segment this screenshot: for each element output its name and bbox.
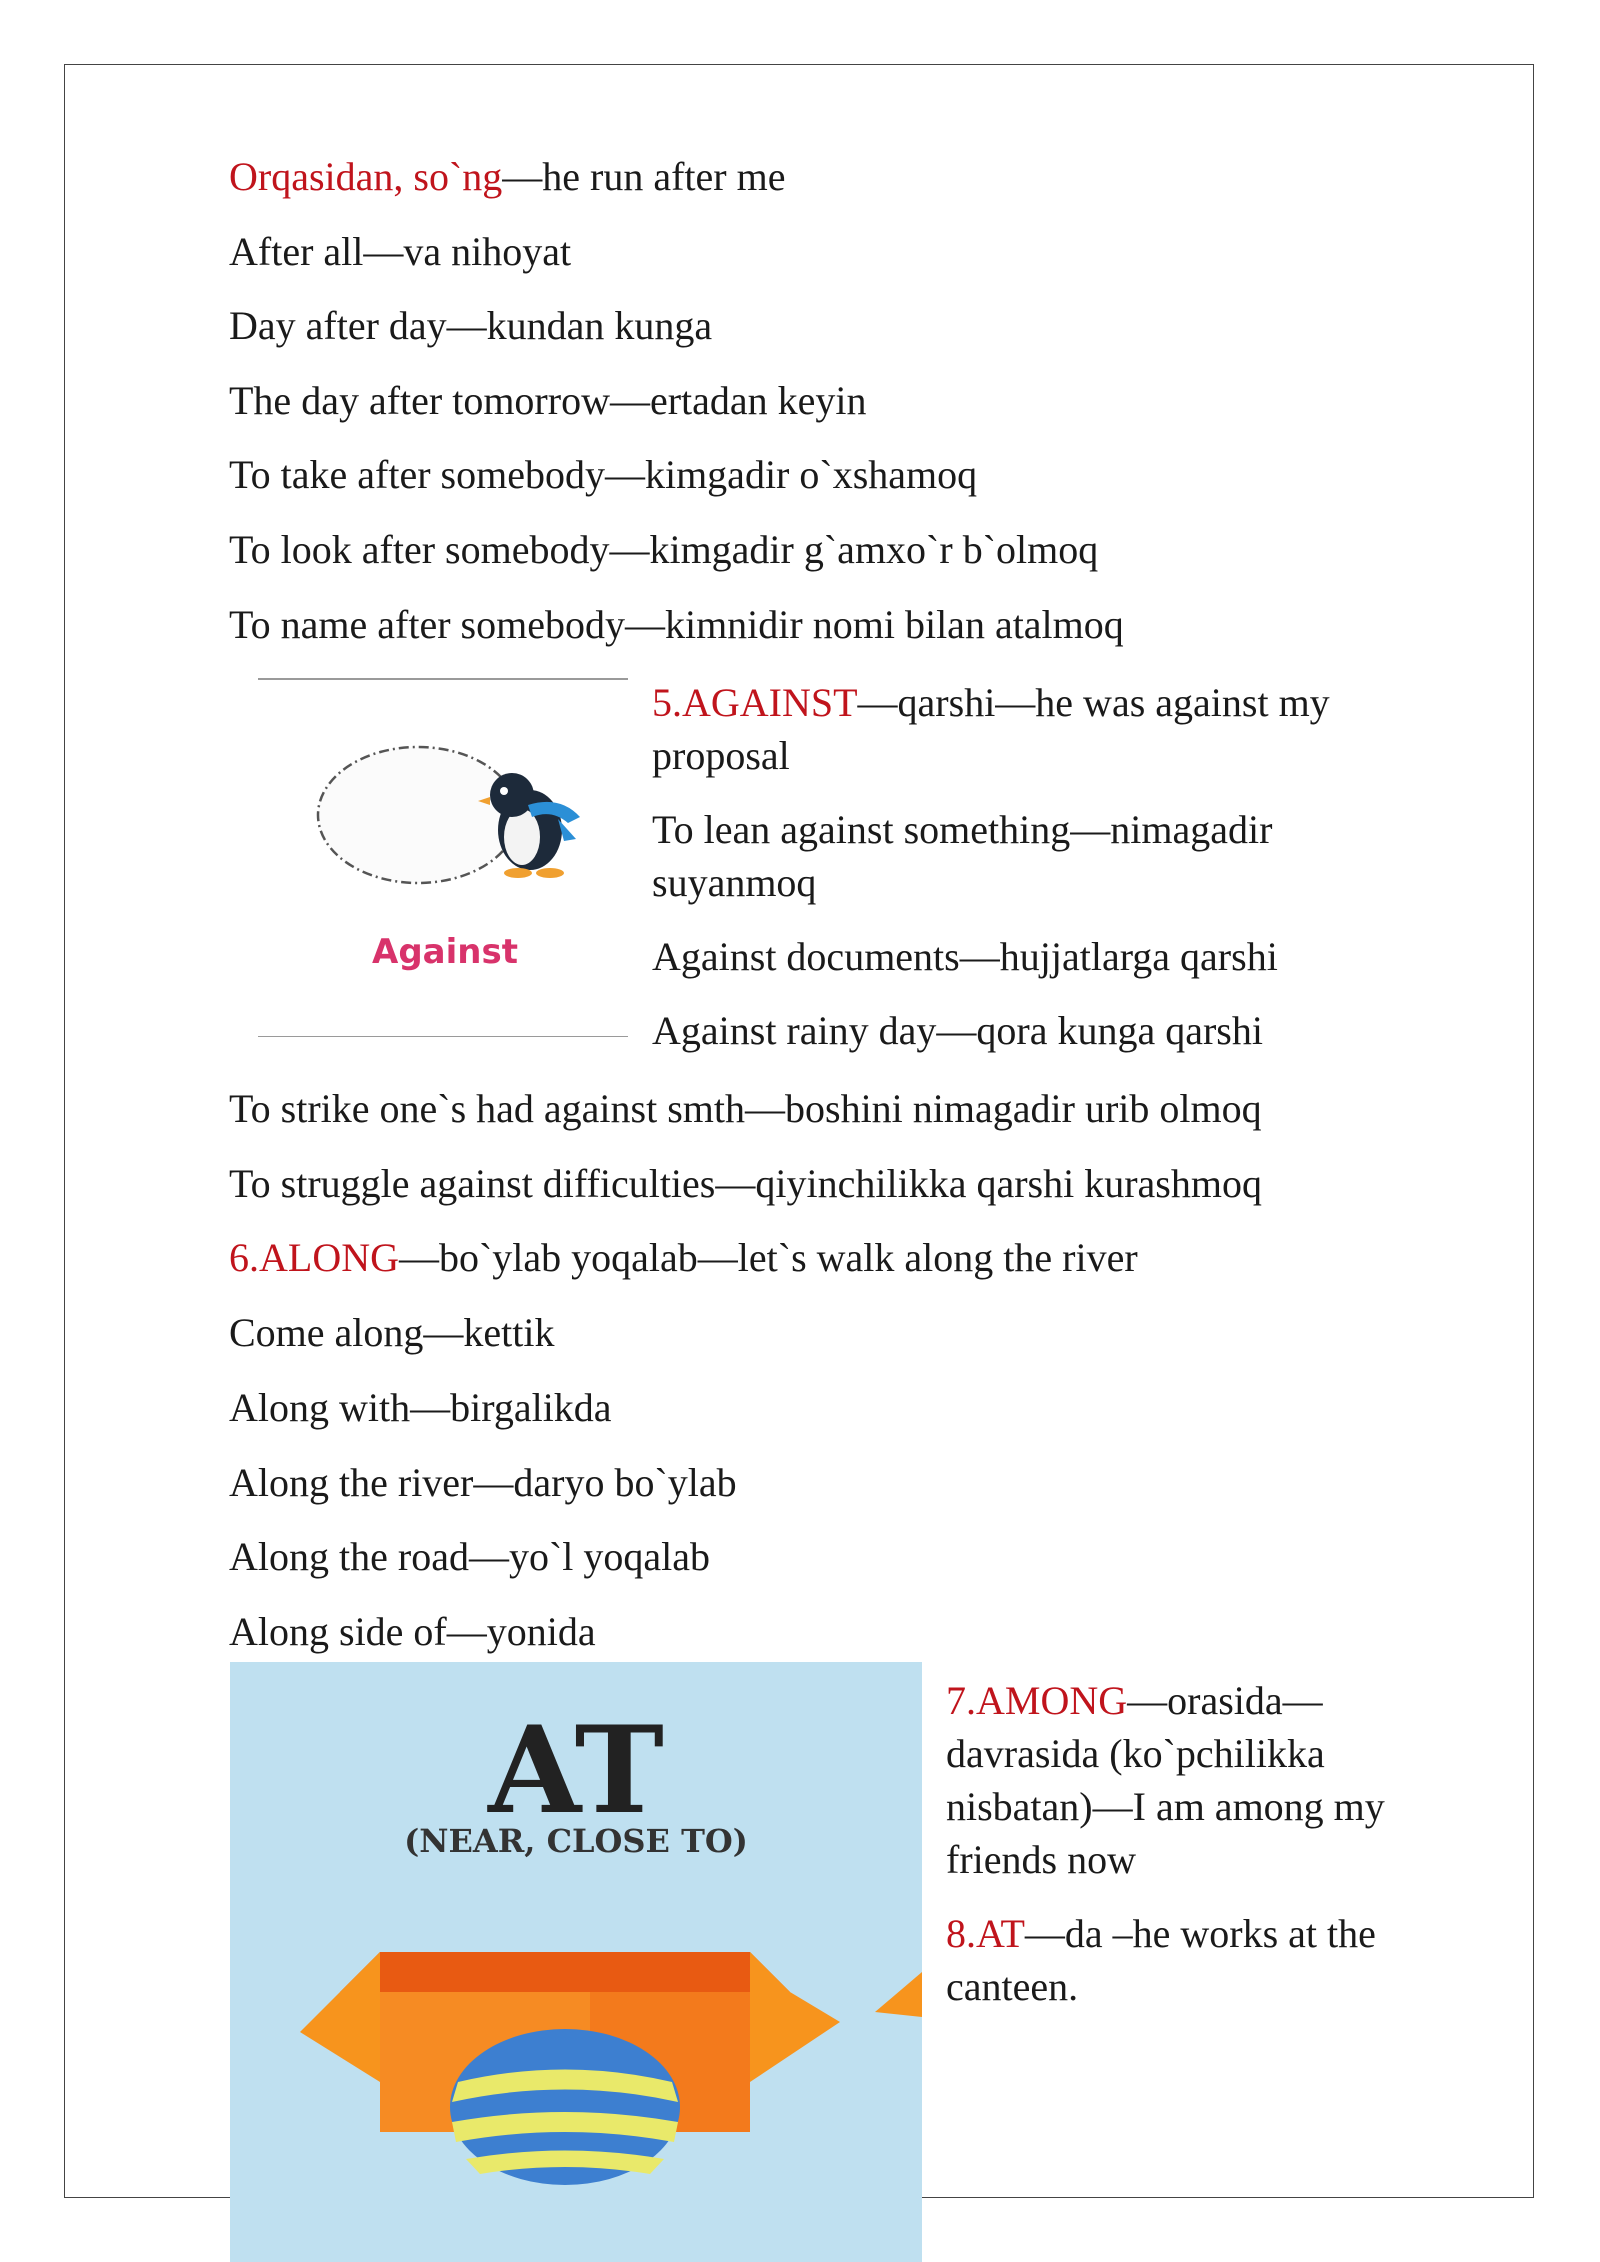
- line-14: [229, 1608, 596, 1656]
- line-0: [229, 153, 785, 201]
- at-heading: 8.AT: [946, 1911, 1025, 1956]
- snowball-icon: [318, 747, 518, 883]
- against-image: [290, 735, 590, 995]
- line-1: [229, 228, 571, 276]
- line-text: To name after somebody—kimnidir nomi bilan atalmoq: [229, 602, 1124, 647]
- line-text: —he run after me: [502, 154, 786, 199]
- at-image-subtitle: (NEAR, CLOSE TO): [404, 1822, 748, 1860]
- line-text: Along with—birgalikda: [229, 1385, 612, 1430]
- line-text: —bo`ylab yoqalab—let`s walk along the river: [398, 1235, 1138, 1280]
- line-11: [229, 1384, 612, 1432]
- line-text: Come along—kettik: [229, 1310, 555, 1355]
- line-4: [229, 451, 977, 499]
- line-text: The day after tomorrow—ertadan keyin: [229, 378, 867, 423]
- line-9: [229, 1234, 1138, 1282]
- at-image: [230, 1662, 922, 2262]
- against-image-label: Against: [372, 932, 518, 972]
- among-at-text: [946, 1674, 1446, 2013]
- against-item: Against documents—hujjatlarga qarshi: [652, 934, 1278, 979]
- ball-icon: [450, 2029, 680, 2185]
- at-image-title: AT: [488, 1700, 664, 1841]
- line-6: [229, 601, 1124, 649]
- line-10: [229, 1309, 555, 1357]
- line-text: Along side of—yonida: [229, 1609, 596, 1654]
- line-text: Day after day—kundan kunga: [229, 303, 713, 348]
- line-8: [229, 1160, 1262, 1208]
- against-heading: 5.AGAINST: [652, 680, 858, 725]
- line-13: [229, 1533, 710, 1581]
- line-text: To strike one`s had against smth—boshini nimagadir urib olmoq: [229, 1086, 1262, 1131]
- against-heading-text: —qarshi—he was against my proposal: [652, 680, 1330, 778]
- line-7: [229, 1085, 1262, 1133]
- line-12: [229, 1459, 737, 1507]
- line-text: Along the river—daryo bo`ylab: [229, 1460, 737, 1505]
- divider-top: [258, 678, 628, 680]
- line-text: To struggle against difficulties—qiyinchilikka qarshi kurashmoq: [229, 1161, 1262, 1206]
- among-text: —orasida—davrasida (ko`pchilikka nisbatan)—I am among my friends now: [946, 1678, 1385, 1882]
- against-item: To lean against something—nimagadir suyanmoq: [652, 807, 1273, 905]
- line-2: [229, 302, 712, 350]
- line-text: After all—va nihoyat: [229, 229, 572, 274]
- red-term: Orqasidan, so`ng: [229, 154, 503, 199]
- red-term: 6.ALONG: [229, 1235, 399, 1280]
- line-5: [229, 526, 1098, 574]
- against-item: Against rainy day—qora kunga qarshi: [652, 1008, 1263, 1053]
- line-text: To look after somebody—kimgadir g`amxo`r b`olmoq: [229, 527, 1099, 572]
- among-heading: 7.AMONG: [946, 1678, 1128, 1723]
- line-3: [229, 377, 867, 425]
- line-text: Along the road—yo`l yoqalab: [229, 1534, 710, 1579]
- line-text: To take after somebody—kimgadir o`xshamoq: [229, 452, 978, 497]
- divider-bottom: [258, 1036, 628, 1037]
- against-text: [652, 676, 1412, 1057]
- at-text: —da –he works at the canteen.: [946, 1911, 1376, 2009]
